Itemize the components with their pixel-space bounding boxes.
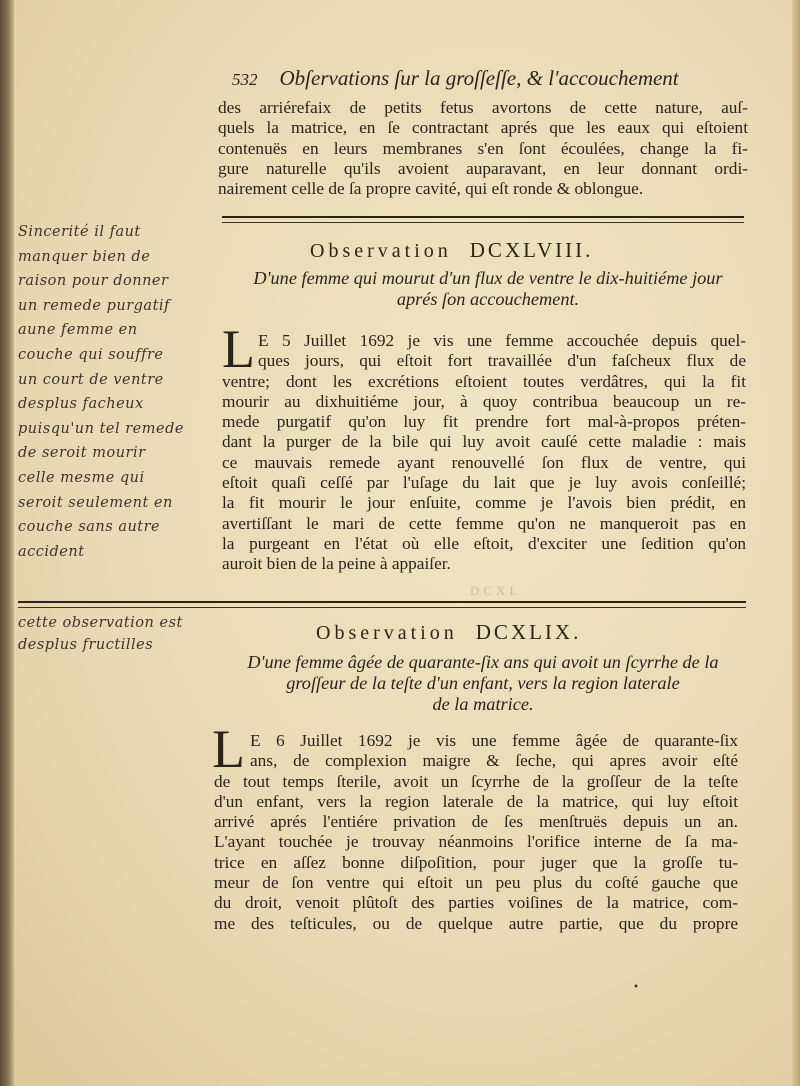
section-rule <box>18 601 746 603</box>
text-line: contenuës en leurs membranes s'en ſont écoulées, change la fi- <box>218 138 748 158</box>
note-line: puisqu'un tel remede <box>18 420 184 437</box>
text-line: meur de ſon ventre qui eſtoit un peu plus du coſté gauche que <box>214 873 738 893</box>
text-line: E 6 Juillet 1692 je vis une femme âgée de quarante-ſix <box>250 731 738 750</box>
text-line: du droit, venoit plûtoſt des parties voiſines de la matrice, com- <box>214 893 738 913</box>
text-line: avertiſſant le mari de cette femme qu'on ne manqueroit pas en <box>222 513 746 533</box>
text-line: eſtoit quaſi ceſſé par l'uſage du lait que je luy avois conſeillé; <box>222 473 746 493</box>
observation-label: Observation <box>316 622 458 644</box>
text-line: gure naturelle qu'ils avoient auparavant, en leur donnant ordi- <box>218 158 748 178</box>
note-line: couche qui souffre <box>18 346 164 363</box>
section-rule <box>18 607 746 608</box>
observation-title <box>316 620 581 645</box>
observation-number: DCXLVIII. <box>469 238 594 262</box>
note-line: accident <box>18 543 85 560</box>
observation-label: Observation <box>310 240 452 262</box>
note-line: desplus facheux <box>18 396 144 413</box>
note-line: seroit seulement en <box>18 494 173 511</box>
observation-body-head <box>258 331 746 372</box>
observation-subtitle <box>228 268 748 310</box>
observation-subtitle <box>218 652 748 715</box>
text-line: d'un enfant, vers la region laterale de la matrice, qui luy eſtoit <box>214 791 738 811</box>
page-edge <box>792 0 800 1086</box>
running-head <box>232 66 752 91</box>
subtitle-line: de la matrice. <box>432 694 534 714</box>
show-through-text: DCXL <box>470 583 522 598</box>
text-line: me des teſticules, ou de quelque autre partie, que du propre <box>214 913 738 933</box>
text-line: dant la purger de la bile qui luy avoit cauſé cette maladie : mais <box>222 432 746 452</box>
note-line: celle mesme qui <box>18 469 145 486</box>
text-line: quels la matrice, en ſe contractant aprés que les eaux qui eſtoient <box>218 118 748 138</box>
text-line: auroit bien de la peine à appaiſer. <box>222 554 451 574</box>
note-line: un court de ventre <box>18 371 164 388</box>
note-line: un remede purgatif <box>18 297 170 314</box>
subtitle-line: D'une femme qui mourut d'un flux de ventre le dix-huitiéme jour <box>253 268 723 288</box>
section-rule <box>222 216 744 218</box>
text-line: la fit mourir le jour enſuite, comme je l'avois bien prédit, en <box>222 493 746 513</box>
text-line: nairement celle de ſa propre cavité, qui eſt ronde & oblongue. <box>218 179 644 199</box>
observation-body-head <box>250 731 738 772</box>
text-line: ventre; dont les excrétions eſtoient toutes verdâtres, qui la fit <box>222 371 746 391</box>
note-line: cette observation est <box>18 615 183 631</box>
text-line: trice en aſſez bonne diſpoſition, pour juger que la groſſe tu- <box>214 852 738 872</box>
drop-cap: L <box>222 319 255 379</box>
text-line: E 5 Juillet 1692 je vis une femme accouchée depuis quel- <box>258 331 746 350</box>
observation-body <box>222 372 746 575</box>
text-line: mede purgatif qu'on luy fit prendre fort mal-à-propos préten- <box>222 412 746 432</box>
text-line: ques jours, qui eſtoit fort travaillée d'un faſcheux flux de <box>258 351 746 371</box>
page-number: 532 <box>232 70 258 89</box>
note-line: aune femme en <box>18 322 138 339</box>
subtitle-line: groſſeur de la teſte d'un enfant, vers la region laterale <box>286 673 680 693</box>
note-line: raison pour donner <box>18 273 169 290</box>
subtitle-line: aprés ſon accouchement. <box>396 289 580 309</box>
text-line: ce mauvais remede ayant renouvellé ſon flux de ventre, qui <box>222 452 746 472</box>
observation-number: DCXLIX. <box>475 620 582 644</box>
text-line: de tout temps ſterile, avoit un ſcyrrhe de la groſſeur de la teſte <box>214 771 738 791</box>
text-line: mourir au dixhuitiéme jour, à quoy contribua beaucoup un re- <box>222 391 746 411</box>
note-line: desplus fructilles <box>18 637 154 653</box>
running-head-title: Obſervations ſur la groſſeſſe, & l'accouchement <box>279 66 679 90</box>
note-line: de seroit mourir <box>18 445 146 462</box>
note-line: couche sans autre <box>18 519 161 536</box>
page-gutter <box>0 0 14 1086</box>
subtitle-line: D'une femme âgée de quarante-ſix ans qui avoit un ſcyrrhe de la <box>247 652 719 672</box>
text-line: la purgeant en l'état où elle eſtoit, d'exciter une ſedition qu'on <box>222 533 746 553</box>
text-line: L'ayant touchée je trouvay néanmoins l'orifice interne de ſa ma- <box>214 832 738 852</box>
text-line: des arriérefaix de petits fetus avortons de cette nature, auſ- <box>218 98 748 117</box>
drop-cap: L <box>212 719 245 779</box>
handwritten-margin-note <box>18 220 233 564</box>
note-line: Sincerité il faut <box>18 224 141 240</box>
handwritten-margin-note <box>18 612 233 656</box>
ink-mark: • <box>633 982 639 993</box>
intro-paragraph <box>218 98 748 199</box>
text-line: arrivé aprés l'entiére privation de ſes menſtruës depuis un an. <box>214 812 738 832</box>
observation-title <box>310 238 593 263</box>
text-line: ans, de complexion maigre & ſeche, qui apres avoir eſté <box>250 751 738 771</box>
section-rule <box>222 222 744 223</box>
observation-body <box>214 772 738 934</box>
note-line: manquer bien de <box>18 248 151 265</box>
